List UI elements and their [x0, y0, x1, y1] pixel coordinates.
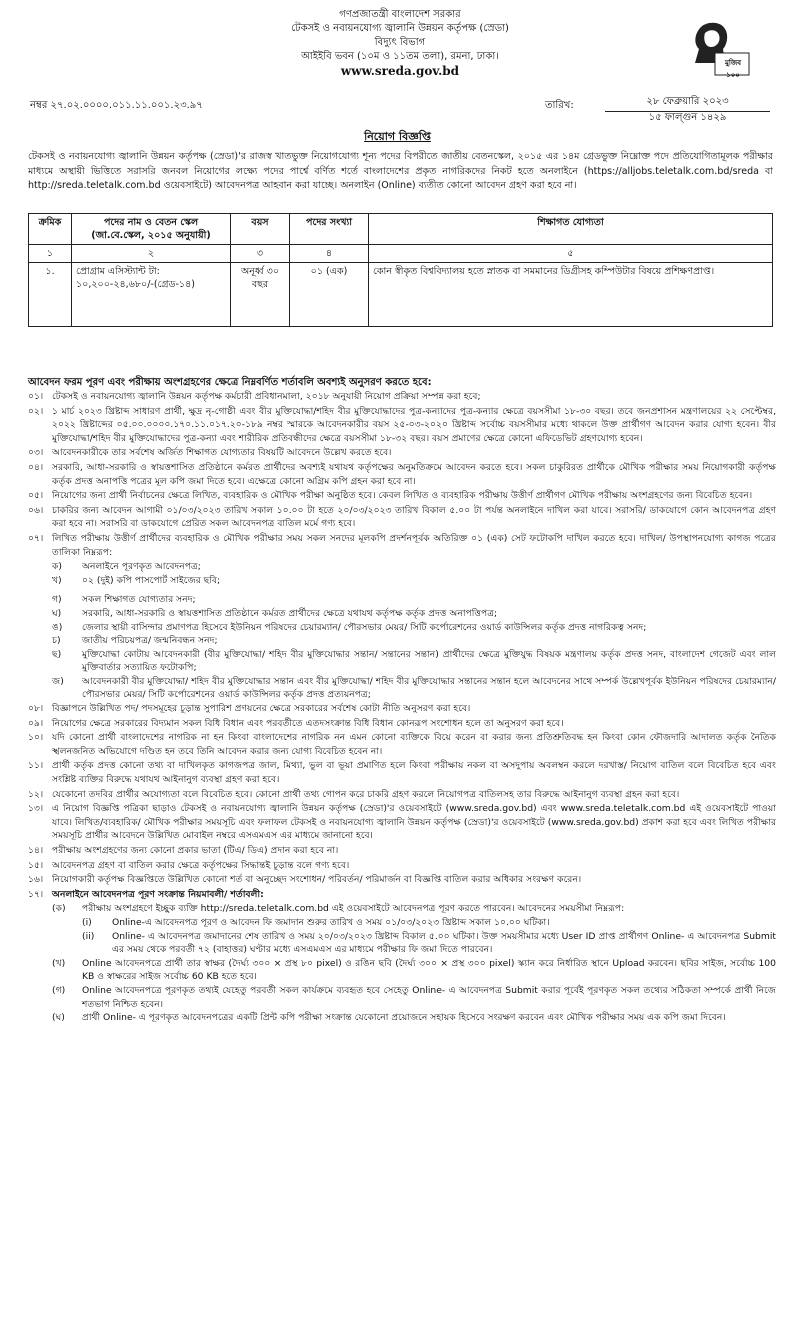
item-number: ০২। [28, 405, 44, 417]
notice-title: নিয়োগ বিজ্ঞপ্তি [364, 130, 431, 143]
website-link[interactable]: www.sreda.gov.bd [340, 64, 460, 78]
item-number: ০৪। [28, 461, 44, 473]
doc-item [52, 675, 776, 702]
doc-number: গ) [52, 594, 62, 606]
doc-text: আবেদনকারী বীর মুক্তিযোদ্ধা/ শহিদ বীর মুক্তিযোদ্ধার সন্তান এবং বীর মুক্তিযোদ্ধা/ শহিদ বীর মুক্তিযোদ্ধার সন্তানের সন্তান হলে আবেদনের সাথে সম্পর্ক উল্লেখপূর্বক ইউনিয়ন পরিষদের চেয়ারম্যান/ পৌরসভার মেয়র/ সিটি কর্পোরেশনের ওয়ার্ড কাউন্সিলর কর্তৃক প্রদত্ত প্রত্যয়নপত্র; [82, 675, 776, 701]
division-name: বিদ্যুৎ বিভাগ [374, 37, 426, 48]
col-serial: ক্রমিক [29, 214, 72, 245]
list-item [28, 504, 776, 531]
list-item [28, 702, 776, 716]
item-text: প্রার্থী কর্তৃক প্রদত্ত কোনো তথ্য বা দাখিলকৃত কাগজপত্র জাল, মিথ্যা, ভুল বা ভূয়া প্রমাণিত হলে কিংবা পরীক্ষায় নকল বা অসদুপায় অবলম্বন করলে দরখাস্ত/ নিয়োগ বাতিল বলে বিবেচিত হবে এবং সংশ্লিষ্ট ব্যক্তির বিরুদ্ধে যথাযথ আইনানুগ ব্যবস্থা গ্রহণ করা হবে। [52, 760, 776, 786]
item-number: ১৬। [28, 874, 44, 886]
doc-number: ক) [52, 561, 63, 573]
rule-text: পরীক্ষায় অংশগ্রহণে ইচ্ছুক ব্যক্তি http://sreda.teletalk.com.bd এই ওয়েবসাইটে আবেদনপত্র পূরণ করতে পারবেন। আবেদনের সময়সীমা নিম্নরূপ: [82, 903, 625, 915]
list-item [28, 717, 776, 731]
table-cell: ৫ [369, 245, 773, 263]
list-item [28, 873, 776, 887]
item-text: ১ মার্চ ২০২৩ খ্রিষ্টাব্দ সাধারণ প্রার্থী, ক্ষুদ্র নৃ-গোষ্ঠী এবং বীর মুক্তিযোদ্ধা/শহিদ বীর মুক্তিযোদ্ধাদের পুত্র-কন্যাদের পুত্র-কন্যার ক্ষেত্রে বয়সসীমা ১৮-৩০ বছর। তবে জনপ্রশাসন মন্ত্রণালয়ের ২২ সেপ্টেম্বর, ২০২২ খ্রিষ্টাব্দের ০৫.০০.০০০০.১৭০.১১.০১৭.২০-১৮৯ নম্বর স্মারকে আবেদনকারীর বয়স ২৫-০৩-২০২০ খ্রিষ্টাব্দ সর্বোচ্চ বয়সসীমার মধ্যে থাকলে উক্ত প্রার্থীগণ আবেদন করার যোগ্য হবেন। বীর মুক্তিযোদ্ধা/শহিদ বীর মুক্তিযোদ্ধাদের পুত্র-কন্যা এবং শারীরিক প্রতিবন্ধীদের ক্ষেত্রে বয়সসীমা ১৮-৩২ বছর। বয়স প্রমাণের ক্ষেত্রে কোনো এফিডেভিট গ্রহণযোগ্য হবেন। [52, 405, 776, 444]
rule-text: প্রার্থী Online- এ পূরণকৃত আবেদনপত্রের একটি প্রিন্ট কপি পরীক্ষা সংক্রান্ত যেকোনো প্রয়োজনে সহায়ক হিসেবে সংরক্ষণ করবেন এবং মৌখিক পরীক্ষার সময় এক কপি জমা দিবেন। [82, 1012, 726, 1024]
memo-number: নম্বর ২৭.০২.০০০০.০১১.১১.০০১.২৩.৯৭ [30, 100, 203, 111]
list-item [28, 859, 776, 873]
item-number: ১৭। [28, 888, 44, 900]
item-number: ১২। [28, 788, 44, 800]
item-text: আবেদনকারীকে তার সর্বশেষ অর্জিত শিক্ষাগত যোগ্যতার বিষয়টি আবেদনে উল্লেখ করতে হবে। [52, 447, 392, 459]
doc-text: অনলাইনে পূরণকৃত আবেদনপত্র; [82, 561, 201, 573]
online-rules [28, 888, 776, 902]
address: আইইবি ভবন (১০ম ও ১১তম তলা), রমনা, ঢাকা। [301, 51, 499, 62]
item-number: ০৭। [28, 532, 44, 544]
rule-item [52, 1011, 776, 1025]
col-count: পদের সংখ্যা [290, 214, 369, 245]
doc-number: ঘ) [52, 607, 62, 619]
item-number: ০৩। [28, 447, 44, 459]
rule-item [52, 902, 776, 916]
item-text: চাকরির জন্য আবেদন আগামী ০১/০৩/২০২৩ তারিখ সকাল ১০.০০ টা হতে ২০/০৩/২০২৩ তারিখ বিকাল ৫.০০ টা পর্যন্ত অনলাইনে দাখিল করা যাবে। সরাসরি/ ডাকযোগে কোন আবেদনপত্র গ্রহণ করা হবে না। সরাসরি বা ডাকযোগে প্রেরিত সকল আবেদনপত্র বাতিল মর্মে গণ্য হবে। [52, 504, 776, 530]
rule-number: (গ) [52, 984, 66, 996]
rule-item [82, 916, 776, 930]
list-item [28, 731, 776, 758]
doc-text: সকল শিক্ষাগত যোগ্যতার সনদ; [82, 594, 196, 606]
item-text: বিজ্ঞাপনে উল্লিখিত পদ/ পদসমূহের চূড়ান্ত সুপারিশ প্রণয়নের ক্ষেত্রে সরকারের সর্বশেষ কোটা নীতি অনুসরণ করা হবে। [52, 703, 471, 715]
list-item [28, 844, 776, 858]
rule-number: (ঘ) [52, 1012, 65, 1024]
doc-number: ছ) [52, 648, 62, 660]
table-cell: ১ [29, 245, 72, 263]
doc-text: মুক্তিযোদ্ধা কোটায় আবেদনকারী (বীর মুক্তিযোদ্ধা/ শহিদ বীর মুক্তিযোদ্ধার সন্তান/ সন্তানের সন্তান) প্রার্থীদের ক্ষেত্রে মুক্তিযুদ্ধ বিষয়ক মন্ত্রণালয় কর্তৃক প্রদত্ত সনদ, বাংলাদেশ গেজেট এবং লাল মুক্তিবার্তার সত্যায়িত ফটোকপি; [82, 648, 776, 674]
gov-name: গণপ্রজাতন্ত্রী বাংলাদেশ সরকার [339, 9, 461, 20]
vacancy-table [28, 213, 773, 327]
item-number: ১৩। [28, 803, 44, 815]
list-item [28, 446, 776, 460]
item-text: লিখিত পরীক্ষায় উত্তীর্ণ প্রার্থীদের ব্যবহারিক ও মৌখিক পরীক্ষার সময় সকল সনদের মূলকপি প্রদর্শনপূর্বক অতিরিক্ত ০১ (এক) সেট ফটোকপি দাখিল করতে হবে। দাখিল/ উপস্থাপনযোগ্য কাগজ পত্রের তালিকা নিম্নরূপ: [52, 532, 776, 558]
doc-item [52, 621, 776, 635]
item-number: ১৪। [28, 845, 44, 856]
list-item [28, 489, 776, 503]
col-post: পদের নাম ও বেতন স্কেল (জা.বে.স্কেল, ২০১৫ অনুযায়ী) [72, 214, 231, 245]
col-qualification: শিক্ষাগত যোগ্যতা [369, 214, 773, 245]
rule-number: (ii) [82, 930, 95, 942]
rule-item [52, 984, 776, 1011]
rule-number: (ক) [52, 903, 66, 915]
col-age: বয়স [231, 214, 290, 245]
doc-item [52, 574, 776, 588]
list-item [28, 788, 776, 802]
list-item [28, 802, 776, 843]
table-cell: অনূর্ধ্ব ৩০ বছর [231, 263, 290, 327]
item-number: ০৬। [28, 504, 44, 516]
item-number: ০৮। [28, 703, 44, 715]
rule-number: (খ) [52, 957, 66, 969]
doc-item [52, 607, 776, 621]
table-cell: ২ [72, 245, 231, 263]
doc-number: জ) [52, 675, 64, 687]
table-cell: ০১ (এক) [290, 263, 369, 327]
doc-text: ০২ (দুই) কপি পাসপোর্ট সাইজের ছবি; [82, 574, 221, 586]
rule-text: Online আবেদনপত্রে প্রার্থী তার স্বাক্ষর (দৈর্ঘ্য ৩০০ × প্রস্থ ৮০ pixel) ও রঙিন ছবি (দৈর্ঘ্য ৩০০ × প্রস্থ ৩০০ pixel) স্ক্যান করে নির্ধারিত স্থানে Upload করবেন। ছবির সাইজ, সর্বোচ্চ 100 KB ও স্বাক্ষরের সাইজ সর্বোচ্চ 60 KB হতে হবে। [82, 957, 776, 983]
list-item [28, 532, 776, 559]
rule-item [52, 957, 776, 984]
item-number: ১৫। [28, 859, 44, 871]
doc-item [52, 593, 776, 607]
conditions-list [28, 390, 776, 1025]
conditions-heading: আবেদন ফরম পূরণ এবং পরীক্ষায় অংশগ্রহণের ক্ষেত্রে নিম্নবর্ণিত শর্তাবলি অবশ্যই অনুসরণ করতে হবে: [28, 377, 432, 388]
item-text: সরকারি, আধা-সরকারি ও স্বায়ত্তশাসিত প্রতিষ্ঠানে কর্মরত প্রার্থীদের অবশ্যই যথাযথ কর্তৃপক্ষের অনুমতিক্রমে আবেদন করতে হবে। সকল চাকুরিরত প্রার্থীকে মৌখিক পরীক্ষার সময় নিয়োগকারী কর্তৃপক্ষ কর্তৃক প্রদত্ত অনাপত্তি পত্রের মূল কপি জমা দিতে হবে। এক্ষেত্রে কোনো অগ্রিম কপি গ্রহন করা হবে না। [52, 461, 776, 487]
item-text: যেকোনো তদবির প্রার্থীর অযোগ্যতা বলে বিবেচিত হবে। কোনো প্রার্থী তথ্য গোপন করে চাকরি গ্রহণ করলে নিয়োগপত্র বাতিলসহ তার বিরুদ্ধে আইনানুগ ব্যবস্থা গ্রহন করা হবে। [52, 788, 680, 800]
intro-paragraph: টেকসই ও নবায়নযোগ্য জ্বালানি উন্নয়ন কর্তৃপক্ষ (স্রেডা)'র রাজস্ব খাতভুক্ত নিয়োগযোগ্য শূন্য পদের বিপরীতে জাতীয় বেতনস্কেল, ২০১৫ এর ১৪ম গ্রেডভুক্ত নিম্নোক্ত পদে প্রতিযোগিতামূলক পরীক্ষার মাধ্যমে অস্থায়ী ভিত্তিতে সরাসরি জনবল নিয়োগের লক্ষ্যে পদের পার্শ্বে বর্ণিত শর্তে বাংলাদেশের প্রকৃত নাগরিকদের নিকট হতে অনলাইনে (https://alljobs.teletalk.com.bd/sreda বা http://sreda.teletalk.com.bd ওয়েবসাইটে) আবেদনপত্র আহবান করা যাচ্ছে। অনলাইন (Online) ব্যতীত কোনো আবেদন গ্রহণ করা হবে না। [28, 151, 773, 191]
item-text: নিয়োগের ক্ষেত্রে সরকারের বিদ্যমান সকল বিধি বিধান এবং পরবর্তীতে এতদসংক্রান্ত বিধি বিধান কোনরূপ সংশোধন হলে তা অনুসরণ করা হবে। [52, 717, 564, 729]
doc-number: ঙ) [52, 621, 63, 633]
mujib-100-logo [680, 18, 754, 82]
table-cell: ৪ [290, 245, 369, 263]
item-number: ০৯। [28, 717, 44, 729]
item-text: নিয়োগের জন্য প্রার্থী নির্বাচনের ক্ষেত্রে লিখিত, ব্যবহারিক ও মৌখিক পরীক্ষা অনুষ্ঠিত হবে। কেবল লিখিত ও ব্যবহারিক পরীক্ষায় উত্তীর্ণ প্রার্থীগণ মৌখিক পরীক্ষায় অংশগ্রহণের জন্য বিবেচিত হবেন। [52, 490, 753, 502]
table-cell: প্রোগ্রাম এসিস্ট্যান্ট টা: ১০,২০০-২৪,৬৮০/-(গ্রেড-১৪) [72, 263, 231, 327]
rule-text: Online-এ আবেদনপত্র পূরণ ও আবেদন ফি জমাদান শুরুর তারিখ ও সময় ০১/০৩/২০২৩ খ্রিষ্টাব্দ সকাল ১০.০০ ঘটিকা। [112, 916, 550, 928]
doc-item [52, 634, 776, 648]
doc-number: চ) [52, 635, 61, 647]
table-cell: ৩ [231, 245, 290, 263]
date-label: তারিখ: [545, 100, 574, 111]
item-number: ০৫। [28, 490, 44, 502]
item-text: আবেদনপত্র গ্রহণ বা বাতিল করার ক্ষেত্রে কর্তৃপক্ষের সিদ্ধান্তই চূড়ান্ত বলে গণ্য হবে। [52, 859, 350, 871]
online-rules-heading: অনলাইনে আবেদনপত্র পূরণ সংক্রান্ত নিয়মাবলী/ শর্তাবলী: [52, 888, 264, 900]
rule-item [82, 930, 776, 957]
item-text: টেকসই ও নবায়নযোগ্য জ্বালানি উন্নয়ন কর্তৃপক্ষ কর্মচারী প্রবিধানমালা, ২০১৮ অনুযায়ী নিয়োগ প্রক্রিয়া সম্পন্ন করা হবে; [52, 391, 481, 402]
item-text: যদি কোনো প্রার্থী বাংলাদেশের নাগরিক না হন কিংবা বাংলাদেশের নাগরিক নন এমন কোনো ব্যক্তিকে বিয়ে করেন বা করার জন্য প্রতিশ্রুতিবদ্ধ হন কিংবা কোন ফৌজদারি আদালত কর্তৃক নৈতিক স্খলনজনিত অভিযোগে দণ্ডিত হন তবে তিনি আবেদন করার জন্য যোগ্য বিবেচিত হবেন না। [52, 732, 776, 757]
rule-text: Online- এ আবেদনপত্র জমাদানের শেষ তারিখ ও সময় ২০/০৩/২০২৩ খ্রিষ্টাব্দ বিকাল ৫.০০ ঘটিকা। উক্ত সময়সীমার মধ্যে User ID প্রাপ্ত প্রার্থীগণ Online- এ আবেদনপত্র Submit এর সময় থেকে পরবর্তী ৭২ (বাহাত্তর) ঘণ্টার মধ্যে এসএমএস এর মাধ্যমে পরীক্ষার ফি জমা দিতে পারবেন। [112, 930, 776, 956]
item-number: ১১। [28, 760, 44, 772]
list-item [28, 461, 776, 488]
table-row [29, 245, 773, 263]
item-text: নিয়োগকারী কর্তৃপক্ষ বিজ্ঞপ্তিতে উল্লিখিত কোনো শর্ত বা অনুচ্ছেদ সংশোধন/ পরিবর্তন/ পরিমার্জন বা বিজ্ঞপ্তি বাতিল করার অধিকার সংরক্ষণ করেন। [52, 874, 582, 886]
doc-text: সরকারি, আধা-সরকারি ও স্বায়ত্তশাসিত প্রতিষ্ঠানে কর্মরত প্রার্থীদের ক্ষেত্রে যথাযথ কর্তৃপক্ষ কর্তৃক প্রদত্ত অনাপত্তিপত্র; [82, 607, 498, 619]
doc-item [52, 648, 776, 675]
doc-number: খ) [52, 574, 62, 586]
date-bangla: ১৫ ফাল্গুন ১৪২৯ [648, 112, 727, 123]
doc-item [52, 560, 776, 574]
table-cell: কোন স্বীকৃত বিশ্ববিদ্যালয় হতে স্নাতক বা সমমানের ডিগ্রীসহ কম্পিউটার বিষয়ে প্রশিক্ষণপ্রাপ্ত। [369, 263, 773, 327]
rule-number: (i) [82, 916, 92, 928]
item-text: এ নিয়োগ বিজ্ঞপ্তি পত্রিকা ছাড়াও টেকসই ও নবায়নযোগ্য জ্বালানি উন্নয়ন কর্তৃপক্ষ (স্রেডা)'র ওয়েবসাইটে (www.sreda.gov.bd) এবং www.sreda.teletalk.com.bd এই ওয়েবসাইটে পাওয়া যাবে। লিখিত/ব্যবহারিক/ মৌখিক পরীক্ষার সময়সূচি এবং ফলাফল টেকসই ও নবায়নযোগ্য জ্বালানি উন্নয়ন কর্তৃপক্ষ (স্রেডা)'র ওয়েবসাইটে (www.sreda.gov.bd) প্রকাশ করা হবে এবং লিখিত পরীক্ষার সময়সূচি প্রার্থীর আবেদনে উল্লিখিত মোবাইল নম্বরে এসএমএস এর মাধ্যমে জানানো হবে। [52, 803, 776, 842]
doc-text: জেলার স্থায়ী বাসিন্দার প্রমাণপত্র হিসেবে ইউনিয়ন পরিষদের চেয়ারম্যান/ পৌরসভার মেয়র/ সিটি কর্পোরেশনের ওয়ার্ড কাউন্সিলর কর্তৃক প্রদত্ত নাগরিকত্ব সনদ; [82, 621, 647, 633]
table-row [29, 263, 773, 327]
authority-name: টেকসই ও নবায়নযোগ্য জ্বালানি উন্নয়ন কর্তৃপক্ষ (স্রেডা) [291, 23, 509, 34]
date-gregorian: ২৮ ফেব্রুয়ারি ২০২৩ [605, 94, 770, 112]
list-item [28, 759, 776, 786]
letterhead [150, 8, 650, 78]
list-item [28, 405, 776, 446]
table-cell: ১. [29, 263, 72, 327]
doc-text: জাতীয় পরিচয়পত্র/ জন্মনিবন্ধন সনদ; [82, 635, 218, 647]
item-number: ১০। [28, 732, 44, 744]
logo-caption: মুজিব ১০০ [724, 59, 742, 79]
item-text: পরীক্ষায় অংশগ্রহণের জন্য কোনো প্রকার ভাতা (টিএ/ ডিএ) প্রদান করা হবে না। [52, 845, 339, 856]
rule-text: Online আবেদনপত্রে পূরণকৃত তথ্যই যেহেতু পরবর্তী সকল কার্যক্রমে ব্যবহৃত হবে সেহেতু Online- এ আবেদনপত্র Submit করার পূর্বেই পূরণকৃত সকল তথ্যের সঠিকতা সম্পর্কে প্রার্থী নিজে শতভাগ নিশ্চিত হবেন। [82, 984, 776, 1010]
list-item [28, 390, 776, 404]
item-number: ০১। [28, 391, 44, 402]
